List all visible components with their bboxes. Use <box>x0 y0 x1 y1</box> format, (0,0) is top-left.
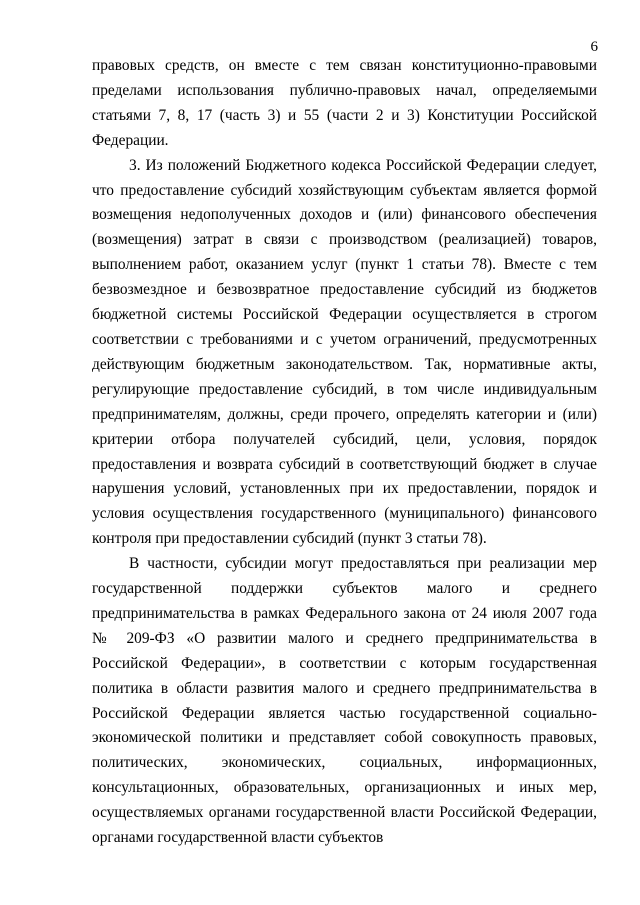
paragraph-continuation: правовых средств, он вместе с тем связан конституционно-правовыми пределами использования публично-правовых начал, определяемыми статьями 7, 8, 17 (часть 3) и 55 (части 2 и 3) Конституции Российской Федерации. <box>92 57 597 149</box>
page-number: 6 <box>590 39 598 55</box>
paragraph-small-business: В частности, субсидии могут предоставляться при реализации мер государственной поддержки субъектов малого и среднего предпринимательства в рамках Федерального закона от 24 июля 2007 года № 209-ФЗ «О развитии малого и среднего предпринимательства в Российской Федерации», в соответствии с которым государственная политика в области развития малого и среднего предпринимательства в Российской Федерации является частью государственной социально-экономической политики и представляет собой совокупность правовых, политических, экономических, социальных, информационных, консультационных, образовательных, организационных и иных мер, осуществляемых органами государственной власти Российской Федерации, органами государственной власти субъектов <box>92 555 597 847</box>
body-text <box>92 54 597 851</box>
paragraph-budget-code: 3. Из положений Бюджетного кодекса Российской Федерации следует, что предоставление субсидий хозяйствующим субъектам является формой возмещения недополученных доходов и (или) финансового обеспечения (возмещения) затрат в связи с производством (реализацией) товаров, выполнением работ, оказанием услуг (пункт 1 статьи 78). Вместе с тем безвозмездное и безвозвратное предоставление субсидий из бюджетов бюджетной системы Российской Федерации осуществляется в строгом соответствии с требованиями и с учетом ограничений, предусмотренных действующим бюджетным законодательством. Так, нормативные акты, регулирующие предоставление субсидий, в том числе индивидуальным предпринимателям, должны, среди прочего, определять категории и (или) критерии отбора получателей субсидий, цели, условия, порядок предоставления и возврата субсидий в соответствующий бюджет в случае нарушения условий, установленных при их предоставлении, порядок и условия осуществления государственного (муниципального) финансового контроля при предоставлении субсидий (пункт 3 статьи 78). <box>92 156 597 548</box>
